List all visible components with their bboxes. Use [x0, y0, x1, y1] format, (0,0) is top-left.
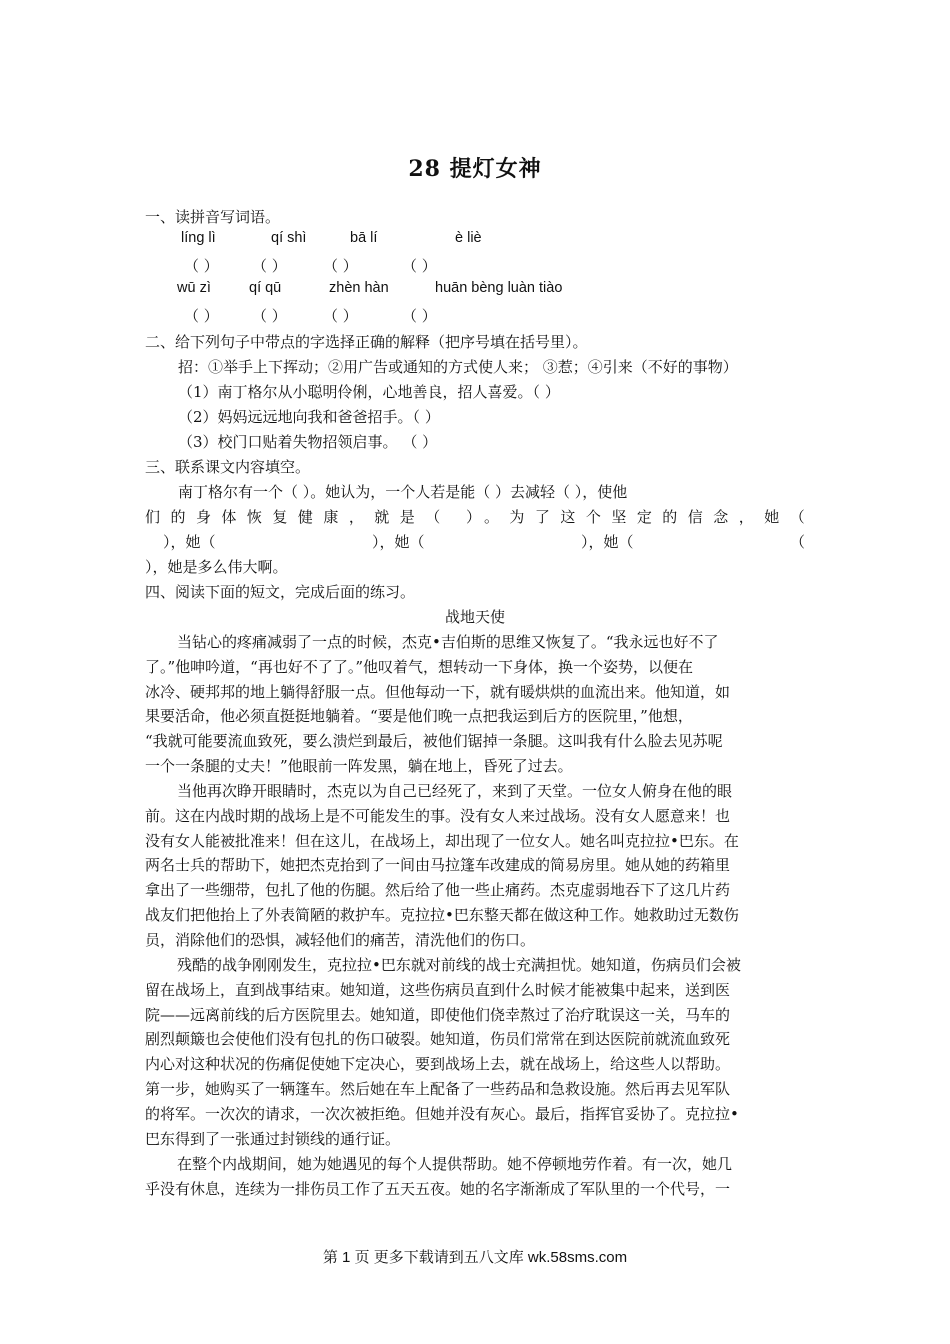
paragraph-line: 果要活命，他必须直挺挺地躺着。“要是他们晚一点把我运到后方的医院里，”他想，: [145, 707, 693, 726]
paragraph-line: 留在战场上，直到战事结束。她知道，这些伤病员直到什么时候才能被集中起来，送到医: [145, 980, 731, 999]
page-footer: 第 1 页 更多下载请到五八文库 wk.58sms.com: [322, 1249, 628, 1266]
section3-line-1: 南丁格尔有一个（ ）。她认为，一个人若是能（ ）去减轻（ ），使他: [178, 483, 628, 501]
pinyin-huanbengluantiao: huān bèng luàn tiào: [435, 280, 563, 296]
pinyin-wuzi: wū zì: [177, 280, 211, 296]
paragraph-line: 一个一条腿的丈夫！”他眼前一阵发黑，躺在地上，昏死了过去。: [145, 756, 573, 775]
paragraph-line: 拿出了一些绷带，包扎了他的伤腿。然后给了他一些止痛药。杰克虚弱地吞下了这几片药: [145, 881, 731, 900]
story-paragraph-4: [145, 1152, 805, 1202]
section3-line-3-part-2: ），她（: [371, 533, 425, 551]
pinyin-lingli: líng lì: [181, 230, 216, 246]
section2-item-2: （2）妈妈远远地向我和爸爸招手。（ ）: [178, 408, 440, 426]
paragraph-line: 剧烈颠簸也会使他们没有包扎的伤口破裂。她知道，伤员们常常在到达医院前就流血致死: [145, 1030, 731, 1049]
answer-blank-8[interactable]: （ ）: [402, 307, 437, 325]
section1-heading: 一、读拼音写词语。: [145, 208, 281, 226]
section3-line-3-part-4: （: [789, 533, 805, 551]
paragraph-line: “我就可能要流血致死，要么溃烂到最后，被他们锯掉一条腿。这叫我有什么脸去见苏呢: [145, 732, 723, 751]
paragraph-line: 当钻心的疼痛减弱了一点的时候，杰克•吉伯斯的思维又恢复了。“我永远也好不了: [177, 633, 719, 651]
answer-blank-5[interactable]: （ ）: [184, 307, 219, 325]
paragraph-line: 乎没有休息，连续为一排伤员工作了五天五夜。她的名字渐渐成了军队里的一个代号，一: [145, 1179, 731, 1198]
paragraph-line: 巴东得到了一张通过封锁线的通行证。: [145, 1129, 401, 1148]
story-title: 战地天使: [444, 608, 505, 626]
pinyin-bali: bā lí: [350, 230, 378, 246]
paragraph-line: 当他再次睁开眼睛时，杰克以为自己已经死了，来到了天堂。一位女人俯身在他的眼: [177, 782, 733, 800]
story-paragraph-1: [145, 630, 805, 779]
section3-line-3-part-1: ），她（: [163, 533, 216, 551]
page-title: 28 提灯女神: [408, 156, 542, 182]
paragraph-line: 第一步，她购买了一辆篷车。然后她在车上配备了一些药品和急救设施。然后再去见军队: [145, 1079, 731, 1098]
answer-blank-4[interactable]: （ ）: [402, 257, 437, 275]
section2-item-3: （3）校门口贴着失物招领启事。 （ ）: [178, 433, 438, 451]
pinyin-qiqu: qí qū: [249, 280, 282, 296]
paragraph-line: 没有女人能被批准来！但在这儿，在战场上，却出现了一位女人。她名叫克拉拉•巴东。在: [145, 831, 739, 850]
section2-item-1: （1）南丁格尔从小聪明伶俐，心地善良，招人喜爱。（ ）: [178, 383, 560, 401]
story-paragraph-2: [145, 779, 805, 953]
section3-line-3: [145, 530, 805, 554]
paragraph-line: 员，消除他们的恐惧，减轻他们的痛苦，清洗他们的伤口。: [145, 930, 536, 949]
paragraph-line: 的将军。一次次的请求，一次次被拒绝。但她并没有灰心。最后，指挥官妥协了。克拉拉•: [145, 1104, 739, 1123]
section3-line-4: ），她是多么伟大啊。: [145, 558, 288, 576]
pinyin-qishi: qí shì: [271, 230, 307, 246]
paragraph-line: 残酷的战争刚刚发生，克拉拉•巴东就对前线的战士充满担忧。她知道，伤病员们会被: [177, 956, 741, 974]
section3-heading: 三、联系课文内容填空。: [145, 458, 311, 476]
pinyin-zhenhan: zhèn hàn: [329, 280, 389, 296]
section2-definitions: 招：①举手上下挥动；②用广告或通知的方式使人来； ③惹；④引来（不好的事物）: [178, 358, 738, 376]
pinyin-elie: è liè: [455, 230, 482, 246]
paragraph-line: 院——远离前线的后方医院里去。她知道，即使他们侥幸熬过了治疗耽误这一关，马车的: [145, 1005, 731, 1024]
section2-heading: 二、给下列句子中带点的字选择正确的解释（把序号填在括号里）。: [145, 333, 588, 351]
answer-blank-6[interactable]: （ ）: [252, 307, 287, 325]
paragraph-line: 战友们把他抬上了外表简陋的救护车。克拉拉•巴东整天都在做这种工作。她救助过无数伤: [145, 905, 739, 924]
answer-blank-1[interactable]: （ ）: [184, 257, 219, 275]
section4-heading: 四、阅读下面的短文，完成后面的练习。: [145, 583, 416, 601]
paragraph-line: 了。”他呻吟道，“再也好不了了。”他叹着气，想转动一下身体，换一个姿势，以便在: [145, 657, 694, 676]
story-paragraph-3: [145, 953, 805, 1151]
section3-line-3-part-3: ），她（: [580, 533, 634, 551]
paragraph-line: 冰冷、硬邦邦的地上躺得舒服一点。但他每动一下，就有暖烘烘的血流出来。他知道，如: [145, 682, 731, 701]
answer-blank-7[interactable]: （ ）: [323, 307, 358, 325]
answer-blank-3[interactable]: （ ）: [323, 257, 358, 275]
paragraph-line: 前。这在内战时期的战场上是不可能发生的事。没有女人来过战场。没有女人愿意来！也: [145, 806, 731, 825]
paragraph-line: 在整个内战期间，她为她遇见的每个人提供帮助。她不停顿地劳作着。有一次，她几: [177, 1155, 733, 1173]
answer-blank-2[interactable]: （ ）: [252, 257, 287, 275]
paragraph-line: 两名士兵的帮助下，她把杰克抬到了一间由马拉篷车改建成的简易房里。她从她的药箱里: [145, 856, 731, 875]
paragraph-line: 内心对这种状况的伤痛促使她下定决心，要到战场上去，就在战场上，给这些人以帮助。: [145, 1055, 731, 1074]
section3-line-2: 们的身体恢复健康，就是（ ）。为了这个坚定的信念，她（: [145, 508, 805, 526]
